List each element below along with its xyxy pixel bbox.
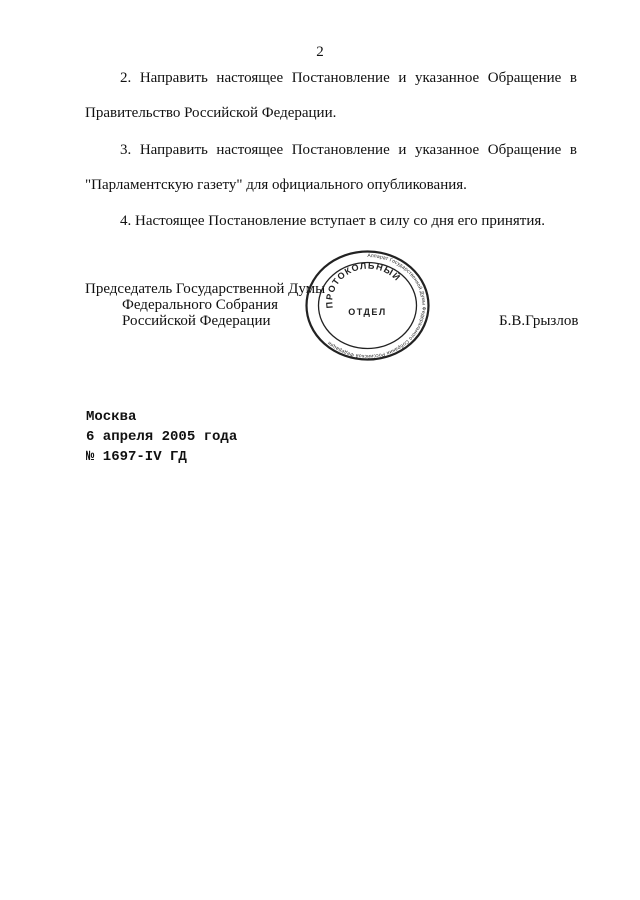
footer-number: № 1697-IV ГД <box>86 449 187 465</box>
signature-title-line-1: Председатель Государственной Думы <box>85 281 326 297</box>
stamp-ring-text: Аппарат Государственной Думы Федерального Собрания Российской Федерации <box>326 252 427 360</box>
paragraph-2-line-1: 2. Направить настоящее Постановление и указанное Обращение в <box>120 70 577 86</box>
footer-date: 6 апреля 2005 года <box>86 429 238 445</box>
paragraph-2-line-2: Правительство Российской Федерации. <box>85 105 337 121</box>
stamp-center-text: ОТДЕЛ <box>348 307 387 317</box>
official-stamp <box>305 250 430 361</box>
signature-title-line-2: Федерального Собрания <box>122 297 279 313</box>
signatory-name: Б.В.Грызлов <box>499 313 579 329</box>
signature-title-line-3: Российской Федерации <box>122 313 271 329</box>
paragraph-3-line-2: "Парламентскую газету" для официального опубликования. <box>85 177 467 193</box>
page-number: 2 <box>316 44 324 60</box>
footer-city: Москва <box>86 409 137 425</box>
svg-text:ПРОТОКОЛЬНЫЙ <box>324 261 403 309</box>
paragraph-3-line-1: 3. Направить настоящее Постановление и указанное Обращение в <box>120 142 577 158</box>
stamp-inner-arc-text: ПРОТОКОЛЬНЫЙ <box>324 260 403 309</box>
paragraph-4: 4. Настоящее Постановление вступает в силу со дня его принятия. <box>120 213 546 229</box>
